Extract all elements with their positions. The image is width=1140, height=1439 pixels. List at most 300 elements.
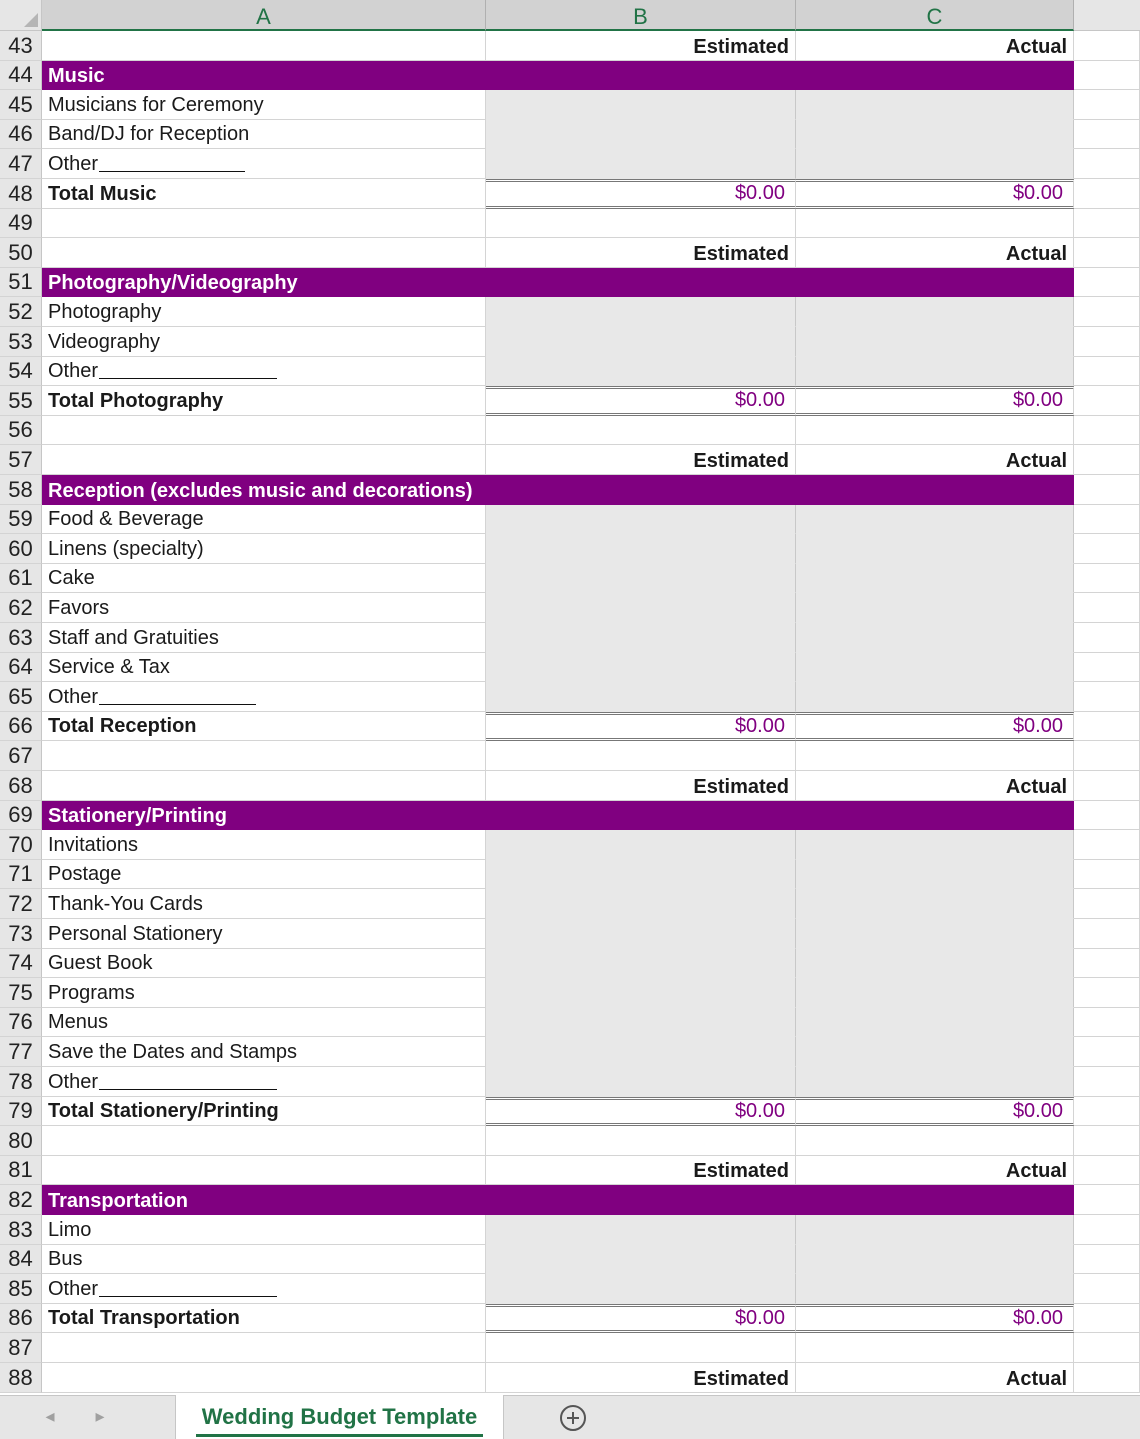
estimated-header[interactable]: Estimated [486, 445, 796, 475]
row-number[interactable]: 81 [0, 1156, 42, 1186]
cell-d[interactable] [1074, 889, 1140, 919]
cell-a[interactable] [42, 31, 486, 61]
cell-a[interactable] [42, 209, 486, 239]
actual-input-cell[interactable] [796, 889, 1074, 919]
estimated-total[interactable]: $0.00 [486, 386, 796, 416]
budget-item-row [0, 978, 1140, 1008]
cell-a[interactable] [42, 238, 486, 268]
cell-d[interactable] [1074, 209, 1140, 239]
cell-a[interactable] [42, 179, 486, 209]
estimated-header[interactable]: Estimated [486, 31, 796, 61]
fill-in-blank-line [99, 170, 245, 172]
actual-input-cell[interactable] [796, 949, 1074, 979]
cell-d[interactable] [1074, 1008, 1140, 1038]
cell-d[interactable] [1074, 475, 1140, 505]
row-number[interactable]: 74 [0, 949, 42, 979]
cell-a[interactable] [42, 653, 486, 683]
row-number[interactable]: 43 [0, 31, 42, 61]
budget-item-row [0, 682, 1140, 712]
budget-item-row [0, 919, 1140, 949]
cell-a[interactable] [42, 623, 486, 653]
actual-input-cell[interactable] [796, 682, 1074, 712]
cell-a[interactable] [42, 1126, 486, 1156]
cell-a[interactable] [42, 1363, 486, 1393]
item-label: Other [48, 1070, 99, 1093]
cell-a[interactable] [42, 1245, 486, 1275]
cell-a[interactable] [42, 416, 486, 446]
row-number[interactable]: 85 [0, 1274, 42, 1304]
estimated-header[interactable]: Estimated [486, 1156, 796, 1186]
row-number[interactable]: 57 [0, 445, 42, 475]
budget-item-row [0, 949, 1140, 979]
row-number[interactable]: 50 [0, 238, 42, 268]
estimated-input-cell[interactable] [486, 830, 796, 860]
actual-input-cell[interactable] [796, 1274, 1074, 1304]
row-number[interactable]: 56 [0, 416, 42, 446]
budget-item-row [0, 830, 1140, 860]
row-number[interactable]: 44 [0, 61, 42, 91]
item-label: Cake [48, 567, 95, 590]
cell-a[interactable] [42, 357, 486, 387]
total-label: Total Stationery/Printing [48, 1100, 279, 1123]
cell-a[interactable] [42, 919, 486, 949]
cell-a[interactable] [42, 1008, 486, 1038]
item-label: Other [48, 1277, 99, 1300]
actual-input-cell[interactable] [796, 978, 1074, 1008]
cell-b[interactable] [486, 741, 796, 771]
actual-total[interactable]: $0.00 [796, 179, 1074, 209]
row-number[interactable]: 82 [0, 1185, 42, 1215]
actual-input-cell[interactable] [796, 1245, 1074, 1275]
row-number[interactable]: 66 [0, 712, 42, 742]
row-number[interactable]: 73 [0, 919, 42, 949]
item-label: Save the Dates and Stamps [48, 1040, 298, 1063]
actual-input-cell[interactable] [796, 327, 1074, 357]
actual-header[interactable]: Actual [796, 445, 1074, 475]
cell-a[interactable] [42, 120, 486, 150]
budget-item-row [0, 90, 1140, 120]
row-number[interactable]: 61 [0, 564, 42, 594]
cell-d[interactable] [1074, 623, 1140, 653]
cell-d[interactable] [1074, 653, 1140, 683]
cell-a[interactable] [42, 682, 486, 712]
cell-a[interactable] [42, 978, 486, 1008]
cell-d[interactable] [1074, 801, 1140, 831]
category-heading[interactable]: Photography/Videography [42, 268, 1074, 298]
cell-d[interactable] [1074, 771, 1140, 801]
actual-input-cell[interactable] [796, 653, 1074, 683]
row-number[interactable]: 69 [0, 801, 42, 831]
budget-item-row [0, 1215, 1140, 1245]
category-row [0, 801, 1140, 831]
actual-input-cell[interactable] [796, 90, 1074, 120]
select-all-corner[interactable] [0, 0, 42, 31]
budget-item-row [0, 120, 1140, 150]
item-label: Musicians for Ceremony [48, 93, 264, 116]
cell-c[interactable] [796, 209, 1074, 239]
cell-c[interactable] [796, 416, 1074, 446]
estimated-header[interactable]: Estimated [486, 1363, 796, 1393]
total-label: Total Reception [48, 715, 197, 738]
row-number[interactable]: 86 [0, 1304, 42, 1334]
cell-d[interactable] [1074, 90, 1140, 120]
cell-a[interactable] [42, 564, 486, 594]
cell-d[interactable] [1074, 357, 1140, 387]
total-label: Total Photography [48, 389, 224, 412]
actual-total[interactable]: $0.00 [796, 386, 1074, 416]
cell-d[interactable] [1074, 712, 1140, 742]
row-number[interactable]: 47 [0, 149, 42, 179]
actual-header[interactable]: Actual [796, 31, 1074, 61]
cell-a[interactable] [42, 712, 486, 742]
budget-item-row [0, 593, 1140, 623]
actual-input-cell[interactable] [796, 919, 1074, 949]
row-number[interactable]: 88 [0, 1363, 42, 1393]
estimated-input-cell[interactable] [486, 978, 796, 1008]
column-header-d[interactable] [1074, 0, 1140, 31]
actual-header[interactable]: Actual [796, 1156, 1074, 1186]
actual-header[interactable]: Actual [796, 771, 1074, 801]
item-label: Limo [48, 1218, 92, 1241]
row-number[interactable]: 53 [0, 327, 42, 357]
cell-d[interactable] [1074, 1274, 1140, 1304]
actual-input-cell[interactable] [796, 564, 1074, 594]
estimated-input-cell[interactable] [486, 593, 796, 623]
row-number[interactable]: 48 [0, 179, 42, 209]
budget-item-row [0, 623, 1140, 653]
cell-d[interactable] [1074, 268, 1140, 298]
cell-a[interactable] [42, 889, 486, 919]
cell-d[interactable] [1074, 1037, 1140, 1067]
actual-input-cell[interactable] [796, 1215, 1074, 1245]
cell-d[interactable] [1074, 1156, 1140, 1186]
cell-d[interactable] [1074, 1333, 1140, 1363]
cell-d[interactable] [1074, 1363, 1140, 1393]
fill-in-blank-line [99, 1088, 277, 1090]
row-number[interactable]: 62 [0, 593, 42, 623]
cell-a[interactable] [42, 1304, 486, 1334]
item-label: Food & Beverage [48, 508, 204, 531]
budget-item-row [0, 1008, 1140, 1038]
cell-b[interactable] [486, 1126, 796, 1156]
total-row [0, 179, 1140, 209]
row-number[interactable]: 78 [0, 1067, 42, 1097]
actual-input-cell[interactable] [796, 534, 1074, 564]
cell-a[interactable] [42, 1333, 486, 1363]
row-number[interactable]: 76 [0, 1008, 42, 1038]
actual-input-cell[interactable] [796, 593, 1074, 623]
cell-d[interactable] [1074, 149, 1140, 179]
row-number[interactable]: 52 [0, 297, 42, 327]
budget-item-row [0, 564, 1140, 594]
cell-d[interactable] [1074, 830, 1140, 860]
cell-d[interactable] [1074, 564, 1140, 594]
budget-item-row [0, 1067, 1140, 1097]
actual-input-cell[interactable] [796, 357, 1074, 387]
cell-a[interactable] [42, 149, 486, 179]
estimated-total[interactable]: $0.00 [486, 712, 796, 742]
budget-item-row [0, 297, 1140, 327]
row-number[interactable]: 49 [0, 209, 42, 239]
cell-d[interactable] [1074, 919, 1140, 949]
estimated-input-cell[interactable] [486, 505, 796, 535]
estimated-input-cell[interactable] [486, 653, 796, 683]
actual-header[interactable]: Actual [796, 1363, 1074, 1393]
actual-input-cell[interactable] [796, 1037, 1074, 1067]
estimated-input-cell[interactable] [486, 120, 796, 150]
estimated-input-cell[interactable] [486, 1037, 796, 1067]
estimated-input-cell[interactable] [486, 682, 796, 712]
cell-d[interactable] [1074, 238, 1140, 268]
empty-row [0, 741, 1140, 771]
category-heading[interactable]: Stationery/Printing [42, 801, 1074, 831]
estimated-input-cell[interactable] [486, 297, 796, 327]
row-number[interactable]: 83 [0, 1215, 42, 1245]
cell-d[interactable] [1074, 1304, 1140, 1334]
cell-d[interactable] [1074, 534, 1140, 564]
actual-input-cell[interactable] [796, 830, 1074, 860]
row-number[interactable]: 65 [0, 682, 42, 712]
item-label: Guest Book [48, 952, 153, 975]
cell-d[interactable] [1074, 386, 1140, 416]
cell-a[interactable] [42, 1156, 486, 1186]
total-label: Total Music [48, 182, 157, 205]
item-label: Thank-You Cards [48, 892, 203, 915]
budget-item-row [0, 534, 1140, 564]
cell-a[interactable] [42, 1274, 486, 1304]
cell-d[interactable] [1074, 120, 1140, 150]
estimated-input-cell[interactable] [486, 1008, 796, 1038]
cell-d[interactable] [1074, 949, 1140, 979]
row-number[interactable]: 70 [0, 830, 42, 860]
actual-total[interactable]: $0.00 [796, 1097, 1074, 1127]
estimated-header[interactable]: Estimated [486, 238, 796, 268]
cell-a[interactable] [42, 741, 486, 771]
row-number[interactable]: 63 [0, 623, 42, 653]
budget-item-row [0, 860, 1140, 890]
estimated-input-cell[interactable] [486, 534, 796, 564]
category-heading[interactable]: Music [42, 61, 1074, 91]
row-number[interactable]: 59 [0, 505, 42, 535]
item-label: Bus [48, 1248, 83, 1271]
cell-a[interactable] [42, 1097, 486, 1127]
cell-a[interactable] [42, 1215, 486, 1245]
cell-d[interactable] [1074, 682, 1140, 712]
cell-c[interactable] [796, 1126, 1074, 1156]
item-label: Other [48, 685, 99, 708]
scroll-tabs-right-icon[interactable]: ▸ [95, 1406, 105, 1426]
actual-input-cell[interactable] [796, 120, 1074, 150]
estimated-header[interactable]: Estimated [486, 771, 796, 801]
fill-in-blank-line [99, 377, 277, 379]
row-number[interactable]: 68 [0, 771, 42, 801]
column-label-row [0, 31, 1140, 61]
cell-d[interactable] [1074, 327, 1140, 357]
estimated-input-cell[interactable] [486, 889, 796, 919]
estimated-input-cell[interactable] [486, 90, 796, 120]
row-number[interactable]: 45 [0, 90, 42, 120]
cell-d[interactable] [1074, 179, 1140, 209]
item-label: Photography [48, 300, 162, 323]
cell-d[interactable] [1074, 297, 1140, 327]
row-number[interactable]: 54 [0, 357, 42, 387]
cell-c[interactable] [796, 741, 1074, 771]
row-number[interactable]: 79 [0, 1097, 42, 1127]
row-number[interactable]: 46 [0, 120, 42, 150]
sheet-tab-wedding-budget[interactable]: Wedding Budget Template [175, 1395, 504, 1439]
cell-a[interactable] [42, 534, 486, 564]
item-label: Other [48, 152, 99, 175]
actual-input-cell[interactable] [796, 623, 1074, 653]
item-label: Staff and Gratuities [48, 626, 219, 649]
item-label: Invitations [48, 833, 139, 856]
row-number[interactable]: 84 [0, 1245, 42, 1275]
cell-d[interactable] [1074, 445, 1140, 475]
column-header-a[interactable]: A [42, 0, 486, 31]
item-label: Other [48, 360, 99, 383]
item-label: Service & Tax [48, 656, 170, 679]
cell-a[interactable] [42, 327, 486, 357]
estimated-input-cell[interactable] [486, 919, 796, 949]
cell-a[interactable] [42, 1037, 486, 1067]
estimated-input-cell[interactable] [486, 357, 796, 387]
estimated-input-cell[interactable] [486, 327, 796, 357]
actual-input-cell[interactable] [796, 505, 1074, 535]
estimated-total[interactable]: $0.00 [486, 1304, 796, 1334]
row-number[interactable]: 55 [0, 386, 42, 416]
cell-a[interactable] [42, 505, 486, 535]
row-number[interactable]: 87 [0, 1333, 42, 1363]
estimated-input-cell[interactable] [486, 1274, 796, 1304]
budget-item-row [0, 357, 1140, 387]
estimated-input-cell[interactable] [486, 1067, 796, 1097]
actual-input-cell[interactable] [796, 297, 1074, 327]
row-number[interactable]: 72 [0, 889, 42, 919]
cell-a[interactable] [42, 830, 486, 860]
cell-a[interactable] [42, 949, 486, 979]
scroll-tabs-left-icon[interactable]: ◂ [45, 1406, 55, 1426]
column-header-b[interactable]: B [486, 0, 796, 31]
item-label: Programs [48, 981, 135, 1004]
budget-item-row [0, 1245, 1140, 1275]
item-label: Linens (specialty) [48, 537, 204, 560]
cell-d[interactable] [1074, 1126, 1140, 1156]
budget-item-row [0, 889, 1140, 919]
cell-a[interactable] [42, 90, 486, 120]
budget-item-row [0, 149, 1140, 179]
column-header-c[interactable]: C [796, 0, 1074, 31]
cell-a[interactable] [42, 860, 486, 890]
actual-input-cell[interactable] [796, 860, 1074, 890]
estimated-input-cell[interactable] [486, 623, 796, 653]
add-sheet-icon[interactable] [559, 1404, 587, 1432]
actual-total[interactable]: $0.00 [796, 1304, 1074, 1334]
cell-b[interactable] [486, 1333, 796, 1363]
column-label-row [0, 445, 1140, 475]
estimated-input-cell[interactable] [486, 564, 796, 594]
row-number[interactable]: 51 [0, 268, 42, 298]
cell-d[interactable] [1074, 1245, 1140, 1275]
estimated-input-cell[interactable] [486, 1245, 796, 1275]
estimated-total[interactable]: $0.00 [486, 1097, 796, 1127]
cell-d[interactable] [1074, 1185, 1140, 1215]
row-number[interactable]: 71 [0, 860, 42, 890]
actual-input-cell[interactable] [796, 149, 1074, 179]
cell-c[interactable] [796, 1333, 1074, 1363]
row-number[interactable]: 64 [0, 653, 42, 683]
category-row [0, 268, 1140, 298]
actual-total[interactable]: $0.00 [796, 712, 1074, 742]
budget-item-row [0, 505, 1140, 535]
category-row [0, 475, 1140, 505]
empty-row [0, 1333, 1140, 1363]
cell-a[interactable] [42, 771, 486, 801]
budget-item-row [0, 327, 1140, 357]
actual-input-cell[interactable] [796, 1008, 1074, 1038]
cell-a[interactable] [42, 297, 486, 327]
cell-d[interactable] [1074, 1215, 1140, 1245]
actual-input-cell[interactable] [796, 1067, 1074, 1097]
cell-d[interactable] [1074, 416, 1140, 446]
estimated-input-cell[interactable] [486, 860, 796, 890]
category-heading[interactable]: Transportation [42, 1185, 1074, 1215]
column-label-row [0, 238, 1140, 268]
fill-in-blank-line [99, 703, 256, 705]
cell-d[interactable] [1074, 61, 1140, 91]
column-label-row [0, 1363, 1140, 1393]
row-number[interactable]: 58 [0, 475, 42, 505]
cell-a[interactable] [42, 1067, 486, 1097]
estimated-input-cell[interactable] [486, 949, 796, 979]
cell-d[interactable] [1074, 741, 1140, 771]
row-number[interactable]: 77 [0, 1037, 42, 1067]
estimated-total[interactable]: $0.00 [486, 179, 796, 209]
item-label: Videography [48, 330, 160, 353]
row-number[interactable]: 75 [0, 978, 42, 1008]
cell-d[interactable] [1074, 978, 1140, 1008]
cell-d[interactable] [1074, 31, 1140, 61]
category-heading[interactable]: Reception (excludes music and decorations) [42, 475, 1074, 505]
cell-b[interactable] [486, 416, 796, 446]
cell-d[interactable] [1074, 1097, 1140, 1127]
cell-b[interactable] [486, 209, 796, 239]
cell-d[interactable] [1074, 505, 1140, 535]
column-label-row [0, 1156, 1140, 1186]
column-header-bar [0, 0, 1140, 31]
item-label: Menus [48, 1011, 109, 1034]
row-number[interactable]: 67 [0, 741, 42, 771]
actual-header[interactable]: Actual [796, 238, 1074, 268]
total-label: Total Transportation [48, 1307, 240, 1330]
item-label: Postage [48, 863, 122, 886]
cell-d[interactable] [1074, 860, 1140, 890]
empty-row [0, 209, 1140, 239]
cell-a[interactable] [42, 593, 486, 623]
estimated-input-cell[interactable] [486, 149, 796, 179]
cell-a[interactable] [42, 386, 486, 416]
budget-item-row [0, 1037, 1140, 1067]
row-number[interactable]: 80 [0, 1126, 42, 1156]
budget-item-row [0, 653, 1140, 683]
total-row [0, 1097, 1140, 1127]
estimated-input-cell[interactable] [486, 1215, 796, 1245]
cell-d[interactable] [1074, 1067, 1140, 1097]
row-number[interactable]: 60 [0, 534, 42, 564]
category-row [0, 61, 1140, 91]
cell-a[interactable] [42, 445, 486, 475]
cell-d[interactable] [1074, 593, 1140, 623]
empty-row [0, 416, 1140, 446]
